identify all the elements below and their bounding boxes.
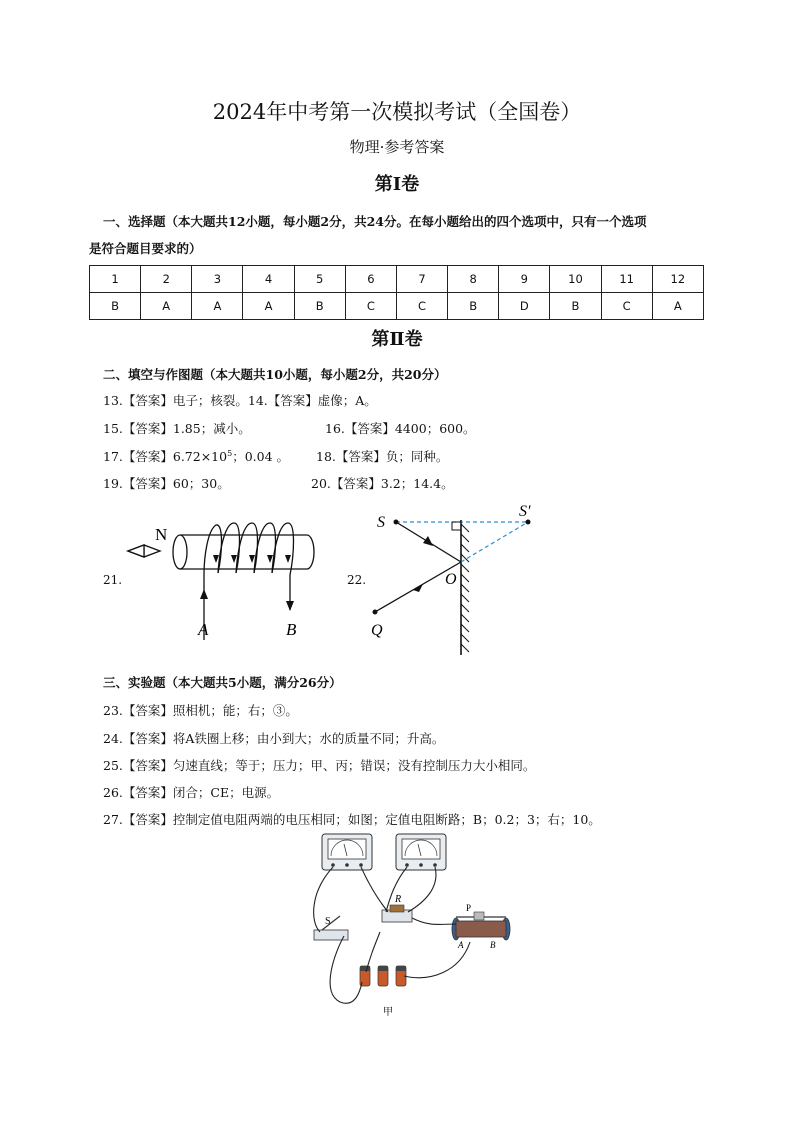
section1-line1: 一、选择题（本大题共12小题，每小题2分，共24分。在每小题给出的四个选项中，只有一个选项: [103, 214, 647, 229]
coil-winding: [204, 523, 294, 640]
compass-needle-icon: [128, 545, 160, 557]
table-cell: D: [499, 293, 550, 320]
reflection-figure: [365, 500, 545, 660]
table-cell: C: [396, 293, 447, 320]
answer-24: 24.【答案】将A铁圈上移；由小到大；水的质量不同；升高。: [103, 731, 445, 746]
answer-25: 25.【答案】匀速直线；等于；压力；甲、丙；错误；没有控制压力大小相同。: [103, 758, 536, 773]
table-cell: 6: [345, 266, 396, 293]
point-s-prime: [526, 520, 531, 525]
switch-label: S: [325, 916, 331, 927]
reflected-ray-arrow: [413, 584, 423, 592]
answer-14: 14.【答案】虚像；A。: [247, 393, 377, 408]
table-cell: B: [294, 293, 345, 320]
rheostat-icon: [452, 912, 510, 940]
resistor-icon: [382, 905, 412, 922]
label-q: Q: [371, 622, 383, 639]
table-cell: A: [652, 293, 703, 320]
answer-18: 18.【答案】负；同种。: [316, 449, 449, 464]
label-o: O: [445, 571, 457, 588]
point-s: [394, 520, 399, 525]
north-pole-label: N: [155, 525, 168, 544]
current-arrows: [200, 555, 294, 611]
voltmeter-icon: [396, 834, 446, 870]
answer-15: 15.【答案】1.85；减小。: [103, 421, 251, 436]
table-cell: 3: [192, 266, 243, 293]
answer-17-prefix: 17.【答案】6.72×10: [103, 449, 228, 464]
answer-26: 26.【答案】闭合；CE；电源。: [103, 785, 280, 800]
figure-21-label: 21.: [103, 573, 123, 587]
table-cell: 8: [448, 266, 499, 293]
table-cell: B: [90, 293, 141, 320]
label-s: S: [377, 514, 385, 531]
point-q: [373, 610, 378, 615]
table-cell: C: [345, 293, 396, 320]
solenoid-figure: [120, 515, 330, 645]
table-cell: 1: [90, 266, 141, 293]
table-cell: 12: [652, 266, 703, 293]
table-cell: A: [192, 293, 243, 320]
figure-caption: 甲: [383, 1007, 393, 1018]
answer-27: 27.【答案】控制定值电阻两端的电压相同；如图；定值电阻断路；B；0.2；3；右；10。: [103, 812, 601, 827]
circuit-figure: [300, 832, 530, 1022]
table-cell: B: [550, 293, 601, 320]
answer-20: 20.【答案】3.2；14.4。: [311, 476, 454, 491]
answer-17-exponent: 5: [227, 448, 233, 458]
table-cell: 10: [550, 266, 601, 293]
answer-17: [103, 447, 289, 465]
terminal-a-label: A: [458, 940, 464, 950]
resistor-label: R: [395, 894, 402, 905]
slider-p-label: P: [466, 903, 472, 913]
section3-title: 三、实验题（本大题共5小题，满分26分）: [103, 675, 342, 690]
table-cell: 5: [294, 266, 345, 293]
virtual-ray-dashed-line: [461, 522, 528, 562]
plane-mirror: [461, 520, 469, 655]
answer-line-13-14: [103, 391, 377, 409]
answer-table-numbers-row: [90, 266, 704, 293]
answer-table-answers-row: [90, 293, 704, 320]
answer-19: 19.【答案】60；30。: [103, 476, 230, 491]
exam-title: 2024年中考第一次模拟考试（全国卷）: [212, 100, 582, 124]
exam-subtitle: 物理·参考答案: [349, 138, 445, 156]
table-cell: C: [601, 293, 652, 320]
part1-heading: 第Ⅰ卷: [374, 174, 420, 195]
part2-heading: 第Ⅱ卷: [371, 329, 423, 350]
table-cell: 4: [243, 266, 294, 293]
table-cell: 2: [141, 266, 192, 293]
table-cell: A: [141, 293, 192, 320]
answer-17-suffix: ；0.04 。: [232, 449, 289, 464]
table-cell: 9: [499, 266, 550, 293]
right-angle-marker: [452, 522, 461, 530]
answer-table: [89, 265, 704, 320]
switch-icon: [314, 916, 348, 940]
terminal-b-label: B: [286, 620, 297, 639]
section2-title: 二、填空与作图题（本大题共10小题，每小题2分，共20分）: [103, 367, 447, 382]
section1-line2: 是符合题目要求的）: [89, 241, 202, 256]
answer-16: 16.【答案】4400；600。: [325, 421, 476, 436]
answer-23: 23.【答案】照相机；能；右；③。: [103, 703, 298, 718]
label-s-prime: S′: [519, 503, 531, 520]
table-cell: B: [448, 293, 499, 320]
table-cell: 11: [601, 266, 652, 293]
figure-22-label: 22.: [347, 573, 367, 587]
table-cell: 7: [396, 266, 447, 293]
terminal-b-label: B: [490, 940, 496, 950]
incident-ray-arrow: [423, 536, 433, 546]
terminal-a-label: A: [198, 620, 209, 639]
table-cell: A: [243, 293, 294, 320]
ammeter-icon: [322, 834, 372, 870]
answer-13: 13.【答案】电子；核裂。: [103, 393, 248, 408]
